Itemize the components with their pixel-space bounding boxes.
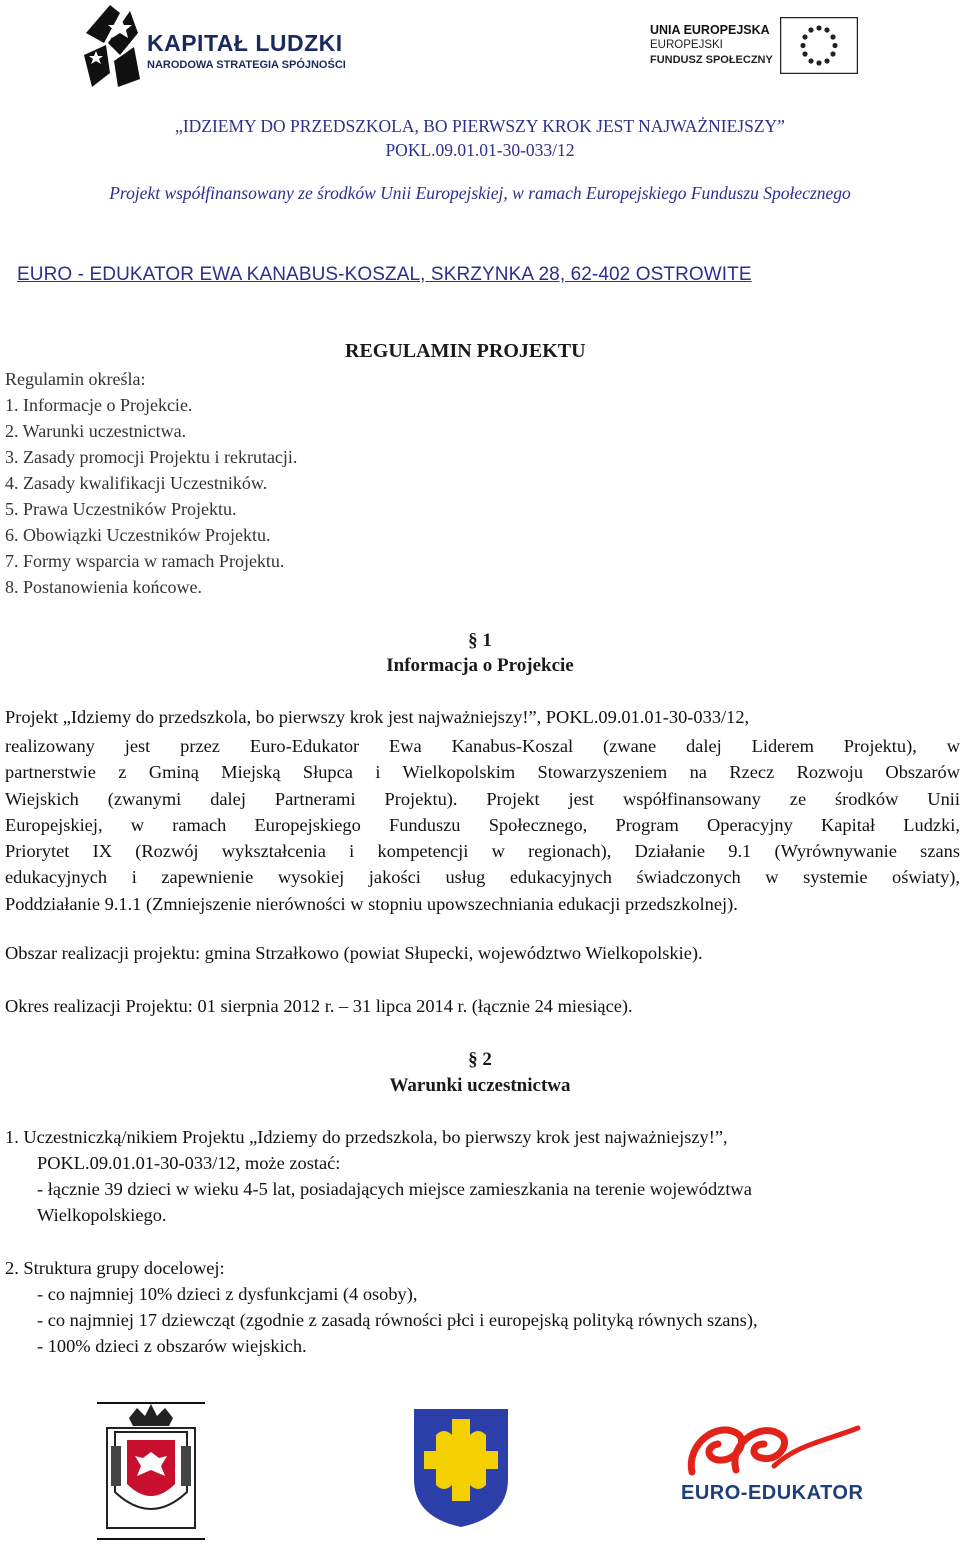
toc-item: 3. Zasady promocji Projektu i rekrutacji. <box>5 447 298 467</box>
section1-line: Wiejskich (zwanymi dalej Partnerami Projektu). Projekt jest współfinansowany ze środków Unii <box>5 788 960 809</box>
cofinancing-note: Projekt współfinansowany ze środków Unii Europejskiej, w ramach Europejskiego Funduszu Społecznego <box>109 183 851 203</box>
toc-intro: Regulamin określa: <box>5 369 146 389</box>
section1-line: Poddziałanie 9.1.1 (Zmniejszenie nierówności w stopniu upowszechniania edukacji przedszkolnej). <box>5 893 738 914</box>
section1-paragraph <box>5 733 960 917</box>
eu-logo-line2: EUROPEJSKI <box>650 39 723 51</box>
document-title: REGULAMIN PROJEKTU <box>345 340 586 362</box>
kapital-ludzki-subtitle: NARODOWA STRATEGIA SPÓJNOŚCI <box>147 59 346 71</box>
condition-2-line2: - co najmniej 10% dzieci z dysfunkcjami (4 osoby), <box>37 1284 418 1304</box>
section1-line: Projekt „Idziemy do przedszkola, bo pierwszy krok jest najważniejszy!”, POKL.09.01.01-30-033/12, <box>5 707 750 727</box>
kapital-ludzki-title: KAPITAŁ LUDZKI <box>147 30 343 56</box>
kapital-ludzki-logo <box>80 3 346 89</box>
toc-item: 5. Prawa Uczestników Projektu. <box>5 499 237 519</box>
wielkopolska-coat-of-arms-icon <box>97 1400 205 1544</box>
condition-1-line4: Wielkopolskiego. <box>37 1205 167 1225</box>
condition-2-line4: - 100% dzieci z obszarów wiejskich. <box>37 1336 307 1356</box>
condition-1-line3: - łącznie 39 dzieci w wieku 4-5 lat, posiadających miejsce zamieszkania na terenie województwa <box>37 1179 752 1199</box>
condition-1-line1: 1. Uczestniczką/nikiem Projektu „Idziemy do przedszkola, bo pierwszy krok jest najważniejszy!”, <box>5 1127 728 1147</box>
organizer-address: EURO - EDUKATOR EWA KANABUS-KOSZAL, SKRZYNKA 28, 62-402 OSTROWITE <box>17 264 752 285</box>
euro-edukator-wordmark: EURO-EDUKATOR <box>681 1482 864 1504</box>
section1-line: edukacyjnych i zapewnienie wysokiej jakości usług edukacyjnych świadczonych w systemie oświaty), <box>5 867 960 888</box>
section1-symbol: § 1 <box>468 630 492 651</box>
eu-logo-line1: UNIA EUROPEJSKA <box>650 23 770 37</box>
toc-item: 8. Postanowienia końcowe. <box>5 577 202 597</box>
eu-logo-line3: FUNDUSZ SPOŁECZNY <box>650 54 773 66</box>
toc-item: 4. Zasady kwalifikacji Uczestników. <box>5 473 268 493</box>
section1-heading: Informacja o Projekcie <box>386 655 574 676</box>
project-code: POKL.09.01.01-30-033/12 <box>385 140 575 160</box>
euro-edukator-swirl-icon <box>678 1414 868 1480</box>
toc-item: 7. Formy wsparcia w ramach Projektu. <box>5 551 285 571</box>
toc-item: 1. Informacje o Projekcie. <box>5 395 193 415</box>
project-period: Okres realizacji Projektu: 01 sierpnia 2012 r. – 31 lipca 2014 r. (łącznie 24 miesiące). <box>5 996 633 1016</box>
section1-line: Europejskiej, w ramach Europejskiego Funduszu Społecznego, Program Operacyjny Kapitał Ludzki, <box>5 814 960 835</box>
project-area: Obszar realizacji projektu: gmina Strzałkowo (powiat Słupecki, województwo Wielkopolskie). <box>5 943 703 963</box>
condition-2-line1: 2. Struktura grupy docelowej: <box>5 1258 225 1278</box>
kapital-ludzki-emblem-icon <box>80 3 142 89</box>
condition-2-line3: - co najmniej 17 dziewcząt (zgodnie z zasadą równości płci i europejską polityką równych szans), <box>37 1310 758 1330</box>
eu-social-fund-logo <box>646 17 860 75</box>
project-title: „IDZIEMY DO PRZEDSZKOLA, BO PIERWSZY KROK JEST NAJWAŻNIEJSZY” <box>175 116 785 136</box>
toc-item: 6. Obowiązki Uczestników Projektu. <box>5 525 271 545</box>
section1-line: partnerstwie z Gminą Miejską Słupca i Wielkopolskim Stowarzyszeniem na Rzecz Rozwoju Obszarów <box>5 762 960 783</box>
section2-heading: Warunki uczestnictwa <box>389 1075 571 1096</box>
eu-flag-icon <box>780 17 858 74</box>
section1-line: realizowany jest przez Euro-Edukator Ewa Kanabus-Koszal (zwane dalej Liderem Projektu), w <box>5 736 960 756</box>
section1-line: Priorytet IX (Rozwój wykształcenia i kompetencji w regionach), Działanie 9.1 (Wyrównywanie szans <box>5 841 960 862</box>
condition-1-line2: POKL.09.01.01-30-033/12, może zostać: <box>37 1153 341 1173</box>
euro-edukator-logo <box>678 1414 868 1510</box>
toc-item: 2. Warunki uczestnictwa. <box>5 421 187 441</box>
slupca-coat-of-arms-icon <box>412 1405 510 1529</box>
section2-symbol: § 2 <box>468 1049 492 1070</box>
